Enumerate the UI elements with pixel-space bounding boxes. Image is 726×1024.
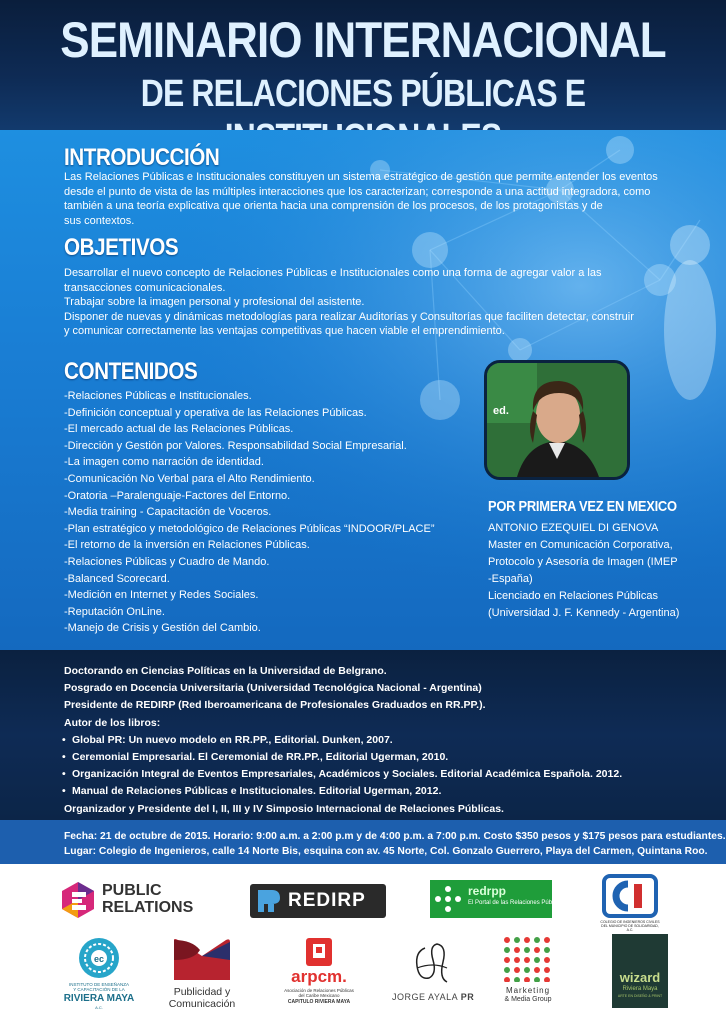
speaker-photo	[484, 360, 630, 480]
introduccion-heading: INTRODUCCIÓN	[64, 144, 220, 171]
jorge-ayala-logo	[392, 936, 475, 1016]
public-relations-line2: RELATIONS	[102, 899, 194, 916]
speaker-line: Protocolo y Asesoría de Imagen (IMEP	[488, 556, 678, 568]
list-item: -Relaciones Públicas y Cuadro de Mando.	[64, 555, 270, 568]
books-list	[64, 732, 622, 801]
arpcm-sub2: del Caribe Mexicano	[298, 993, 340, 998]
marketing-line2: & Media Group	[504, 996, 552, 1003]
contenidos-heading: CONTENIDOS	[64, 358, 198, 385]
list-item: -Definición conceptual y operativa de las Relaciones Públicas.	[64, 406, 367, 419]
objetivo-line: Desarrollar el nuevo concepto de Relaciones Públicas e Institucionales como una forma de agregar valor a las	[64, 267, 602, 279]
list-item: -El mercado actual de las Relaciones Públicas.	[64, 423, 294, 436]
list-item: -Relaciones Públicas e Institucionales.	[64, 390, 252, 402]
book-item: • Global PR: Un nuevo modelo en RR.PP., Editorial. Dunken, 2007.	[64, 732, 622, 749]
publicidad-line1: Publicidad y	[173, 986, 231, 998]
introduccion-text	[64, 170, 658, 228]
speaker-line: ANTONIO EZEQUIEL DI GENOVA	[488, 522, 659, 534]
title-line-1: SEMINARIO INTERNACIONAL	[60, 12, 666, 68]
svg-text:ec: ec	[93, 954, 105, 964]
event-date: Fecha: 21 de octubre de 2015. Horario: 9:00 a.m. a 2:00 p.m y de 4:00 p.m. a 7:00 p.m. Costo $350 pesos y $175 pesos para estudiantes.	[64, 831, 726, 842]
riviera-line3: RIVIERA MAYA	[63, 993, 135, 1004]
speaker-tag: POR PRIMERA VEZ EN MEXICO	[488, 498, 677, 515]
bio-section	[0, 650, 726, 820]
publicidad-line2: Comunicación	[168, 998, 236, 1010]
sponsor-logos	[0, 864, 726, 1024]
riviera-line4: A.C.	[95, 1005, 103, 1010]
intro-line: sus contextos.	[64, 214, 135, 227]
colegio-mark	[602, 874, 658, 918]
public-relations-logo	[58, 880, 218, 920]
list-item: -Medición en Internet y Redes Sociales.	[64, 589, 259, 602]
bio-line: Autor de los libros:	[64, 716, 161, 729]
redirp-logo	[250, 884, 386, 918]
title-line-2: DE RELACIONES PÚBLICAS E	[140, 73, 586, 115]
wizard-logo	[612, 934, 668, 1008]
book-item: • Manual de Relaciones Públicas e Institucionales. Editorial Ugerman, 2012.	[64, 783, 622, 800]
bio-line: Doctorando en Ciencias Políticas en la Universidad de Belgrano.	[64, 665, 387, 677]
jorge-ayala-name: JORGE AYALA	[392, 992, 458, 1002]
list-item: -Media training - Capacitación de Voceros.	[64, 506, 272, 519]
objetivo-line: Disponer de nuevas y dinámicas metodologías para realizar Auditorías y Consultorías que faciliten detectar, construir	[64, 310, 634, 323]
speaker-line: (Universidad J. F. Kennedy - Argentina)	[488, 607, 680, 619]
list-item: -Manejo de Crisis y Gestión del Cambio.	[64, 622, 261, 635]
speaker-line: -España)	[488, 573, 533, 585]
speaker-portrait	[487, 363, 627, 477]
bio-text	[64, 663, 622, 818]
list-item: -La imagen como narración de identidad.	[64, 456, 264, 469]
redrpp-logo	[430, 880, 565, 918]
marketing-media-logo	[496, 934, 560, 1014]
jorge-ayala-suffix: PR	[460, 992, 475, 1002]
bio-line: Presidente de REDIRP (Red Iberoamericana de Profesionales Graduados en RR.PP.).	[64, 699, 486, 712]
list-item: -Plan estratégico y metodológico de Relaciones Públicas “INDOOR/PLACE”	[64, 522, 435, 535]
objetivos-heading: OBJETIVOS	[64, 234, 179, 261]
header	[0, 0, 726, 130]
arpcm-logo	[276, 936, 362, 1016]
intro-line: desde el punto de vista de las múltiples interacciones que los caracterizan; corresponde a una actitud integradora, como	[64, 185, 651, 198]
speaker-line: Licenciado en Relaciones Públicas	[488, 590, 658, 602]
arpcm-sub1: Asociación de Relaciones Públicas	[284, 988, 354, 993]
colegio-text: COLEGIO DE INGENIEROS CIVILES DEL MUNICIPIO DE SOLIDARIDAD, A.C.	[600, 920, 660, 932]
arpcm-sub3: CAPITULO RIVIERA MAYA	[287, 999, 351, 1005]
wizard-name: wizard	[619, 970, 661, 985]
list-item: -Reputación OnLine.	[64, 605, 165, 618]
marketing-mark	[501, 934, 555, 982]
event-info	[64, 829, 726, 859]
objetivo-line: transacciones comunicacionales.	[64, 281, 226, 294]
intro-line: también a una teoría explicativa que orienta hacia una comprensión de los procesos, de los protagonistas y de	[64, 200, 603, 212]
contenidos-list	[64, 388, 435, 637]
jorge-ayala-signature	[407, 938, 457, 988]
list-item: -Dirección y Gestión por Valores. Responsabilidad Social Empresarial.	[64, 439, 407, 452]
riviera-mark	[77, 936, 121, 980]
objetivos-text	[64, 266, 634, 339]
list-item: -El retorno de la inversión en Relaciones Públicas.	[64, 539, 310, 552]
arpcm-mark	[304, 936, 334, 968]
intro-line: Las Relaciones Públicas e Institucionales constituyen un sistema estratégico de gestión que permite entender los eventos	[64, 171, 658, 183]
speaker-info	[488, 498, 707, 622]
objetivo-line: Trabajar sobre la imagen personal y profesional del asistente.	[64, 296, 365, 308]
redirp-name: REDIRP	[288, 890, 366, 911]
jorge-ayala-text	[392, 992, 475, 1002]
riviera-line2: Y CAPACITACIÓN DE LA	[73, 987, 125, 992]
public-relations-line1: PUBLIC	[102, 882, 162, 899]
redrpp-name: redrpp	[468, 884, 507, 898]
list-item: -Oratoria –Paralenguaje-Factores del Entorno.	[64, 489, 291, 502]
speaker-line: Master en Comunicación Corporativa,	[488, 539, 673, 551]
list-item: -Comunicación No Verbal para el Alto Rendimiento.	[64, 472, 315, 485]
public-relations-mark	[58, 880, 98, 920]
marketing-line1: Marketing	[505, 986, 551, 995]
book-item: • Ceremonial Empresarial. El Ceremonial de RR.PP., Editorial Ugerman, 2010.	[64, 749, 622, 766]
objetivo-line: y comunicar correctamente las ventajas competitivas que hacen viable el emprendimiento.	[64, 325, 505, 337]
event-location: Lugar: Colegio de Ingenieros, calle 14 Norte Bis, esquina con av. 45 Norte, Col. Gonzalo Guerrero, Playa del Carmen, Quintana Roo.	[64, 846, 708, 857]
arpcm-name: arpcm.	[291, 967, 347, 986]
speaker-credentials	[488, 520, 707, 622]
content-panel	[0, 130, 726, 650]
riviera-line1: INSTITUTO DE ENSEÑANZA	[69, 982, 129, 987]
redrpp-mark	[434, 885, 462, 913]
colegio-logo	[600, 874, 660, 934]
wizard-line2: Riviera Maya	[622, 986, 658, 992]
list-item: -Balanced Scorecard.	[64, 572, 170, 585]
wizard-line3: ARTE EN DISEÑO & PRINT	[617, 994, 663, 998]
redirp-mark	[254, 886, 284, 916]
bio-line: Posgrado en Docencia Universitaria (Universidad Tecnológica Nacional - Argentina)	[64, 682, 482, 695]
book-item: • Organización Integral de Eventos Empresariales, Académicos y Sociales. Editorial Académica Española. 2012.	[64, 766, 622, 783]
publicidad-mark	[172, 936, 232, 982]
publicidad-logo	[164, 936, 240, 1016]
riviera-maya-logo	[56, 936, 142, 1016]
photo-caption: ed.	[493, 405, 509, 417]
event-info-bar	[0, 820, 726, 864]
bio-closing: Organizador y Presidente del I, II, III y IV Simposio Internacional de Relaciones Públicas.	[64, 802, 504, 815]
redrpp-tagline: El Portal de las Relaciones Públicas	[468, 900, 565, 906]
